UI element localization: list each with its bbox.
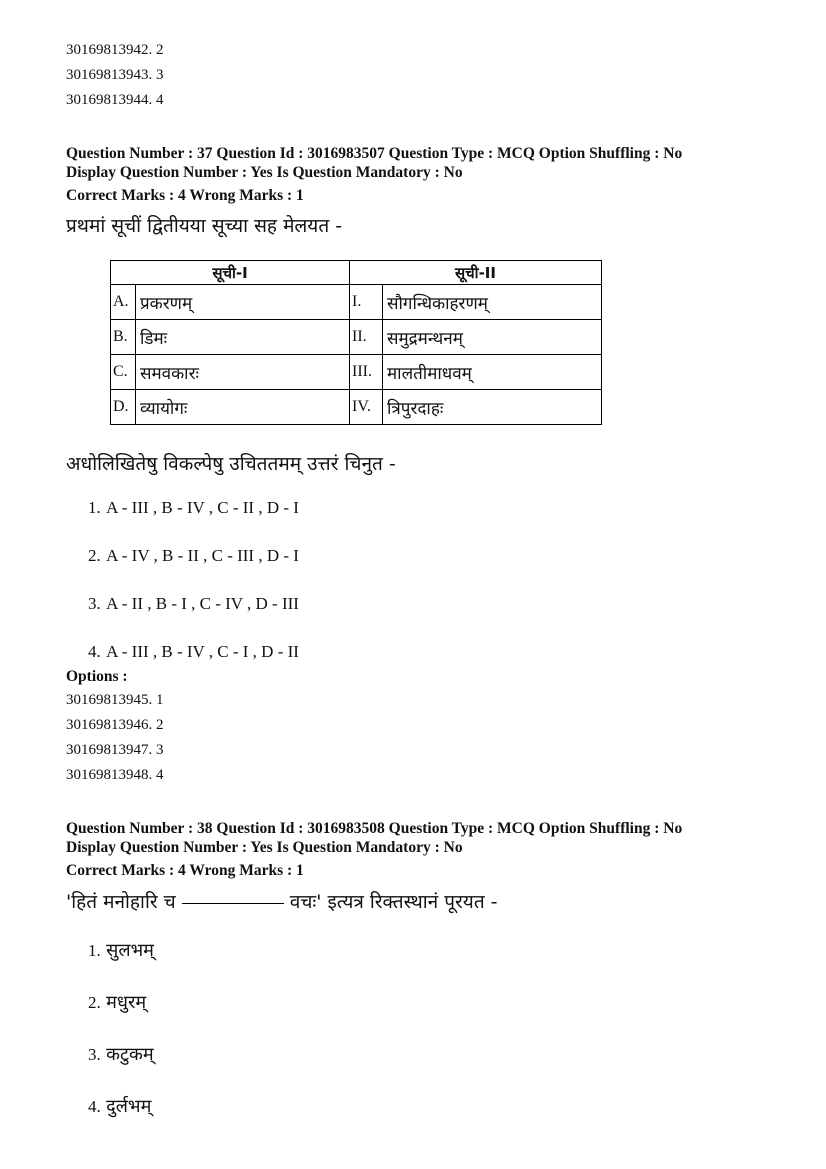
- prev-option-1: 30169813942. 2: [66, 42, 164, 58]
- q38-meta-line2: Display Question Number : Yes Is Question Mandatory : No: [66, 839, 463, 856]
- row-right-value: सौगन्धिकाहरणम्: [387, 293, 488, 314]
- row-left-value: व्यायोगः: [140, 398, 188, 419]
- row-left-label: B.: [111, 320, 136, 354]
- row-right-label: I.: [350, 285, 383, 319]
- q37-prompt: प्रथमां सूचीं द्वितीयया सूच्या सह मेलयत -: [66, 215, 343, 237]
- fill-blank: [182, 903, 284, 904]
- row-left-label: C.: [111, 355, 136, 389]
- row-right-value: समुद्रमन्थनम्: [387, 328, 463, 349]
- q38-prompt: 'हितं मनोहारि च वचः' इत्यत्र रिक्तस्थानं पूरयत -: [66, 891, 498, 913]
- row-right-value: त्रिपुरदाहः: [387, 398, 444, 419]
- table-row: [111, 390, 602, 425]
- row-left-value: प्रकरणम्: [140, 293, 193, 314]
- q37-meta-line1: Question Number : 37 Question Id : 3016983507 Question Type : MCQ Option Shuffling : No: [66, 145, 683, 162]
- q37-meta-line3: Correct Marks : 4 Wrong Marks : 1: [66, 187, 304, 204]
- row-left-value: समवकारः: [140, 363, 199, 384]
- match-table: [110, 260, 602, 425]
- row-right-label: II.: [350, 320, 383, 354]
- q37-answer-4: 4. A - III , B - IV , C - I , D - II: [88, 642, 299, 661]
- q37-answer-1: 1. A - III , B - IV , C - II , D - I: [88, 498, 299, 517]
- prev-option-3: 30169813944. 4: [66, 92, 164, 108]
- row-right-value: मालतीमाधवम्: [387, 363, 472, 384]
- table-head-left: सूची-I: [111, 261, 350, 285]
- row-left-label: A.: [111, 285, 136, 319]
- table-head-right: सूची-II: [350, 261, 602, 285]
- q38-answer-1: 1. सुलभम्: [88, 940, 154, 961]
- q38-answer-2: 2. मधुरम्: [88, 992, 147, 1013]
- q37-option-4: 30169813948. 4: [66, 767, 164, 783]
- q37-sub-prompt: अधोलिखितेषु विकल्पेषु उचिततमम् उत्तरं चिनुत -: [66, 453, 396, 475]
- q37-option-2: 30169813946. 2: [66, 717, 164, 733]
- row-right-label: III.: [350, 355, 383, 389]
- row-right-label: IV.: [350, 390, 383, 424]
- q37-meta-line2: Display Question Number : Yes Is Question Mandatory : No: [66, 164, 463, 181]
- row-left-label: D.: [111, 390, 136, 424]
- table-row: [111, 285, 602, 320]
- q37-options-label: Options :: [66, 668, 128, 685]
- q37-option-1: 30169813945. 1: [66, 692, 164, 708]
- q37-answer-3: 3. A - II , B - I , C - IV , D - III: [88, 594, 299, 613]
- q38-meta-line3: Correct Marks : 4 Wrong Marks : 1: [66, 862, 304, 879]
- row-left-value: डिमः: [140, 328, 168, 349]
- table-row: [111, 320, 602, 355]
- q38-answer-3: 3. कटुकम्: [88, 1044, 154, 1065]
- q38-meta-line1: Question Number : 38 Question Id : 3016983508 Question Type : MCQ Option Shuffling : No: [66, 820, 683, 837]
- prev-option-2: 30169813943. 3: [66, 67, 164, 83]
- q38-answer-4: 4. दुर्लभम्: [88, 1096, 152, 1117]
- q37-answer-2: 2. A - IV , B - II , C - III , D - I: [88, 546, 299, 565]
- table-row: [111, 355, 602, 390]
- q37-option-3: 30169813947. 3: [66, 742, 164, 758]
